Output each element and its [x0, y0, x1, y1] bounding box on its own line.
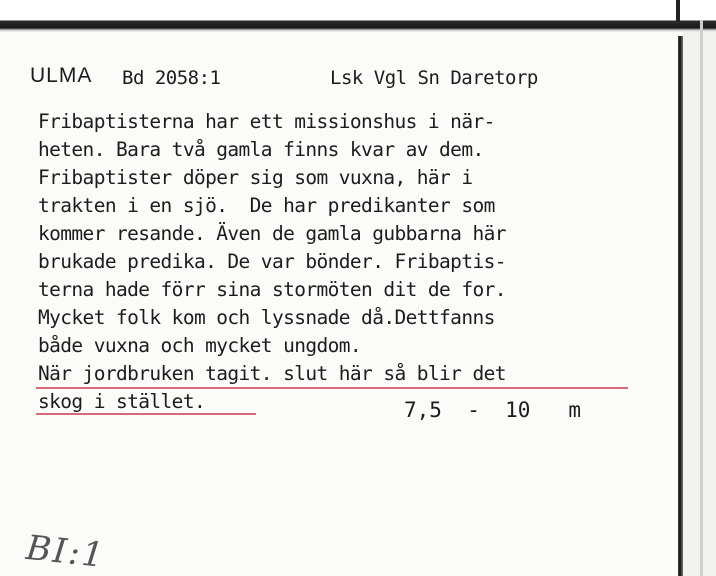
location-label: Lsk Vgl Sn Daretorp — [330, 67, 538, 89]
measurement-value: 7,5 - 10 m — [404, 398, 582, 422]
body-text — [38, 108, 506, 416]
body-line: trakten i en sjö. De har predikanter som — [38, 194, 495, 217]
body-line: När jordbruken tagit. slut här så blir det — [38, 362, 506, 385]
body-line: kommer resande. Även de gamla gubbarna här — [38, 222, 506, 245]
card-right-edge — [678, 36, 683, 576]
body-line: Fribaptister döper sig som vuxna, här i — [38, 166, 473, 189]
card-right-shadow — [700, 20, 703, 576]
body-line: både vuxna och mycket ungdom. — [38, 334, 362, 357]
handwritten-note: BI:1 — [24, 527, 108, 576]
red-underline — [36, 387, 628, 389]
card-top-edge — [0, 0, 716, 32]
red-underline — [36, 413, 256, 415]
body-line: Mycket folk kom och lyssnade då.Dettfanns — [38, 306, 495, 329]
record-number: Bd 2058:1 — [122, 67, 221, 89]
body-line: skog i stället. — [38, 390, 206, 413]
body-line: brukade predika. De var bönder. Fribaptis- — [38, 250, 506, 273]
collection-label: ULMA — [30, 64, 93, 87]
body-line: Fribaptisterna har ett missionshus i när- — [38, 110, 495, 133]
body-line: terna hade förr sina stormöten dit de for. — [38, 278, 506, 301]
card-top-notch — [676, 0, 680, 22]
body-line: heten. Bara två gamla finns kvar av dem. — [38, 138, 484, 161]
